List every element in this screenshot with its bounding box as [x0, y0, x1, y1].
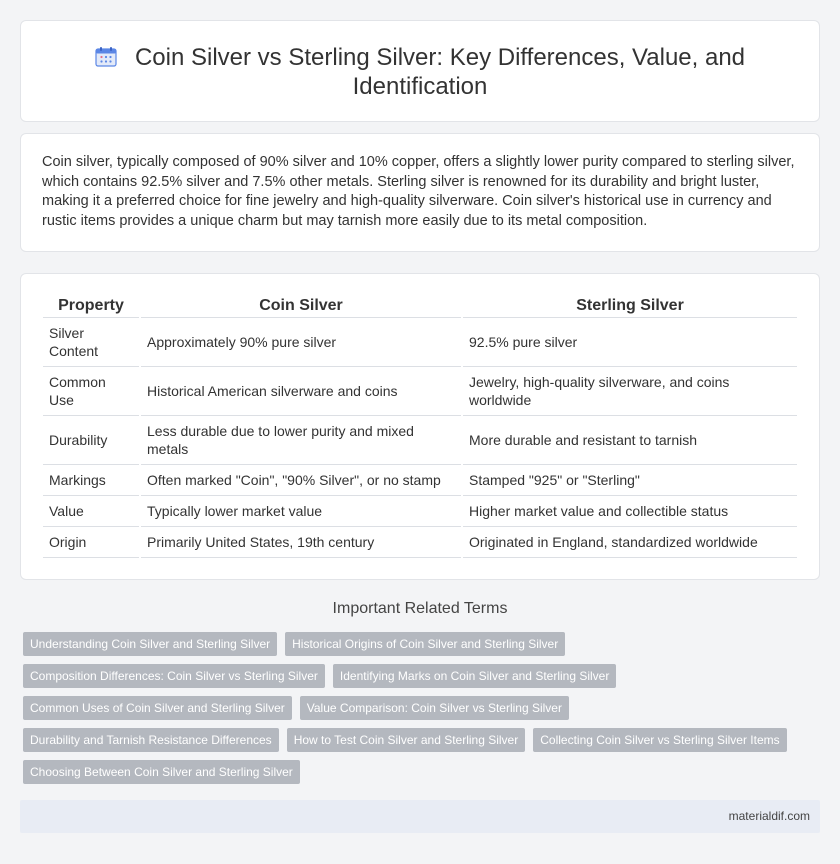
page-title-line2: Identification	[352, 73, 488, 100]
related-term-tag[interactable]: Historical Origins of Coin Silver and Sterling Silver	[285, 632, 565, 656]
cell-property: Durability	[43, 416, 139, 465]
table-row	[43, 465, 797, 496]
calendar-icon	[95, 45, 117, 65]
related-terms-heading: Important Related Terms	[332, 600, 508, 617]
cell-sterling-silver: Originated in England, standardized worldwide	[463, 527, 797, 558]
tag-row	[23, 760, 823, 792]
related-term-tag[interactable]: Common Uses of Coin Silver and Sterling Silver	[23, 696, 292, 720]
cell-coin-silver: Often marked "Coin", "90% Silver", or no stamp	[141, 465, 461, 496]
page-title	[61, 43, 779, 101]
tag-row	[23, 696, 823, 728]
cell-sterling-silver: 92.5% pure silver	[463, 318, 797, 367]
cell-property: Markings	[43, 465, 139, 496]
cell-property: Silver Content	[43, 318, 139, 367]
tag-row	[23, 728, 823, 760]
cell-property: Common Use	[43, 367, 139, 416]
table-row	[43, 527, 797, 558]
cell-sterling-silver: More durable and resistant to tarnish	[463, 416, 797, 465]
related-term-tag[interactable]: Value Comparison: Coin Silver vs Sterling Silver	[300, 696, 569, 720]
related-term-tag[interactable]: Understanding Coin Silver and Sterling Silver	[23, 632, 277, 656]
cell-property: Value	[43, 496, 139, 527]
tag-row	[23, 632, 823, 664]
table-row	[43, 367, 797, 416]
cell-coin-silver: Primarily United States, 19th century	[141, 527, 461, 558]
footer	[20, 800, 820, 833]
page-title-line1: Coin Silver vs Sterling Silver: Key Differences, Value, and	[134, 44, 746, 71]
title-card	[20, 20, 820, 122]
comparison-table-card	[20, 273, 820, 580]
intro-card	[20, 133, 820, 252]
footer-site-link[interactable]: materialdif.com	[728, 809, 810, 823]
cell-sterling-silver: Higher market value and collectible status	[463, 496, 797, 527]
intro-text: Coin silver, typically composed of 90% silver and 10% copper, offers a slightly lower purity compared to sterling silver, which contains 92.5% silver and 7.5% other metals. Sterling silver is renowned for its durability and bright luster, making it a preferred choice for fine jewelry and high-quality silverware. Coin silver's historical use in currency and rustic items provides a unique charm but may tarnish more easily due to its metal composition.	[42, 154, 795, 229]
comparison-table	[41, 294, 799, 558]
related-terms-list	[23, 632, 823, 792]
cell-coin-silver: Less durable due to lower purity and mixed metals	[141, 416, 461, 465]
table-row	[43, 496, 797, 527]
cell-coin-silver: Approximately 90% pure silver	[141, 318, 461, 367]
cell-property: Origin	[43, 527, 139, 558]
related-term-tag[interactable]: Choosing Between Coin Silver and Sterling Silver	[23, 760, 300, 784]
table-header-row	[43, 294, 797, 318]
cell-sterling-silver: Jewelry, high-quality silverware, and coins worldwide	[463, 367, 797, 416]
related-term-tag[interactable]: Durability and Tarnish Resistance Differences	[23, 728, 279, 752]
header-property: Property	[43, 294, 139, 318]
related-term-tag[interactable]: Identifying Marks on Coin Silver and Sterling Silver	[333, 664, 616, 688]
header-sterling-silver: Sterling Silver	[463, 294, 797, 318]
tag-row	[23, 664, 823, 696]
cell-coin-silver: Typically lower market value	[141, 496, 461, 527]
related-term-tag[interactable]: Collecting Coin Silver vs Sterling Silver Items	[533, 728, 786, 752]
cell-coin-silver: Historical American silverware and coins	[141, 367, 461, 416]
table-row	[43, 318, 797, 367]
related-term-tag[interactable]: How to Test Coin Silver and Sterling Silver	[287, 728, 526, 752]
related-term-tag[interactable]: Composition Differences: Coin Silver vs Sterling Silver	[23, 664, 325, 688]
header-coin-silver: Coin Silver	[141, 294, 461, 318]
table-row	[43, 416, 797, 465]
cell-sterling-silver: Stamped "925" or "Sterling"	[463, 465, 797, 496]
